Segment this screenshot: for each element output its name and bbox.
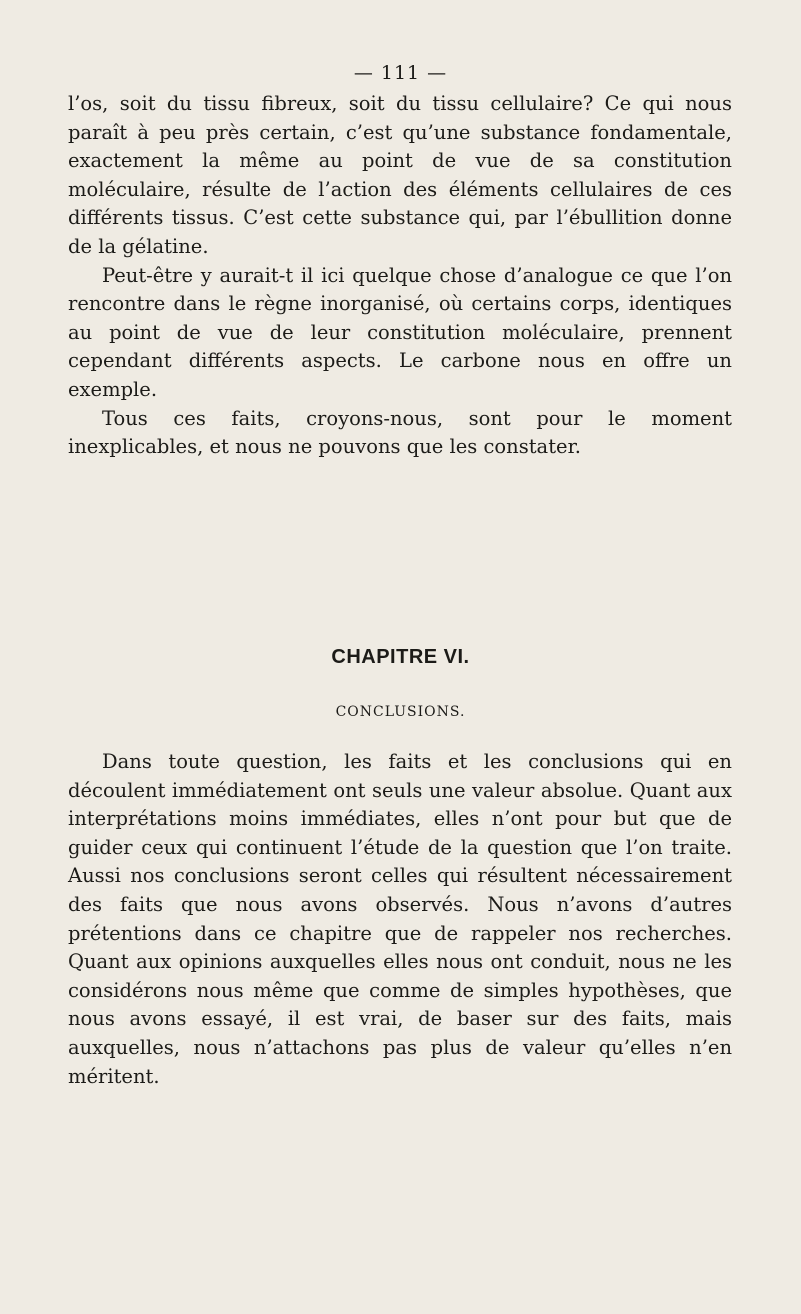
page-number: — 111 — bbox=[353, 62, 448, 84]
paragraph: l’os, soit du tissu fibreux, soit du tissu cellulaire? Ce qui nous paraît à peu près certain, c’est qu’une substance fondamentale, exactement la même au point de vue de sa constitution moléculaire, résulte de l’action des éléments cellulaires de ces différents tissus. C’est cette substance qui, par l’ébullition donne de la gélatine. bbox=[68, 92, 732, 258]
paragraph: Tous ces faits, croyons-nous, sont pour le moment inexplicables, et nous ne pouvons que les constater. bbox=[68, 406, 732, 459]
text-block-bottom bbox=[68, 748, 732, 1091]
text-block-top bbox=[68, 90, 732, 462]
paragraph: Peut-être y aurait-t il ici quelque chose d’analogue ce que l’on rencontre dans le règne inorganisé, où certains corps, identiques au point de vue de leur constitution moléculaire, prennent cependant différents aspects. Le carbone nous en offre un exemple. bbox=[68, 263, 732, 401]
chapter-title: CHAPITRE VI. bbox=[331, 646, 470, 668]
section-title: CONCLUSIONS. bbox=[335, 704, 466, 720]
paragraph: Dans toute question, les faits et les conclusions qui en découlent immédiatement ont seuls une valeur absolue. Quant aux interprétations moins immédiates, elles n’ont pour but que de guider ceux qui continuent l’étude de la question que l’on traite. Aussi nos conclusions seront celles qui résultent nécessairement des faits que nous avons observés. Nous n’avons d’autres prétentions dans ce chapitre que de rappeler nos recherches. Quant aux opinions auxquelles elles nous ont conduit, nous ne les considérons nous même que comme de simples hypothèses, que nous avons essayé, il est vrai, de baser sur des faits, mais auxquelles, nous n’attachons pas plus de valeur qu’elles n’en méritent. bbox=[68, 750, 732, 1088]
